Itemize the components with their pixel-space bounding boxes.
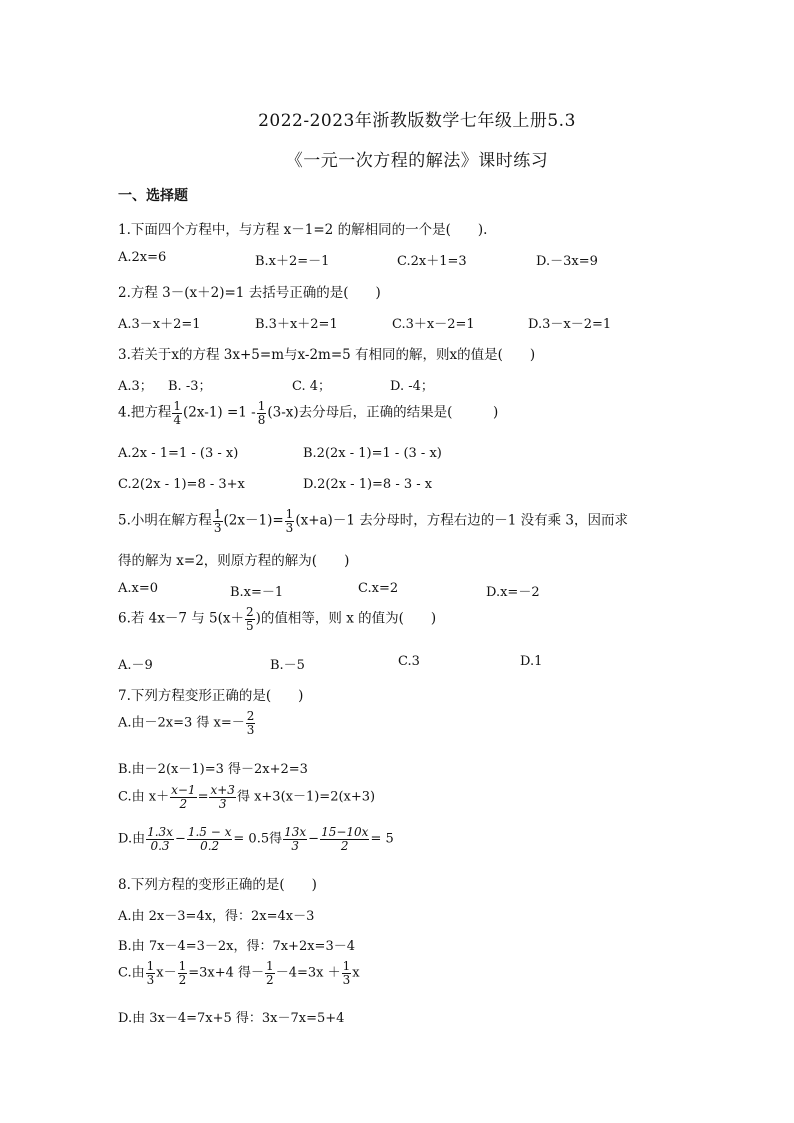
q4-option-b: B.2(2x - 1)=1 - (3 - x) xyxy=(303,446,442,461)
q7-c-post: 得 x+3(x－1)=2(x+3) xyxy=(236,789,376,805)
q8-c-f3-num: 1 xyxy=(266,959,274,973)
q4-stem xyxy=(118,400,498,426)
q4-stem-mid: (2x-1) =1 - xyxy=(183,404,256,421)
q5-option-c: C.x=2 xyxy=(358,581,399,596)
q7-c-f2-num: x+3 xyxy=(210,783,235,797)
q4-f1-num: 1 xyxy=(173,399,182,413)
q6-stem-post: )的值相等，则 x 的值为( ) xyxy=(255,610,437,627)
q5-fraction-2 xyxy=(285,508,295,534)
q3-option-b: B. -3； xyxy=(168,379,212,394)
q5-fraction-1 xyxy=(213,508,223,534)
q8-c-mid-3: －4=3x ＋ xyxy=(275,965,341,981)
q7-d-fraction-4 xyxy=(320,826,369,852)
q7-d-minus-1: − xyxy=(174,831,186,847)
q3-option-d: D. -4； xyxy=(390,379,434,394)
title-line-1: 2022-2023年浙教版数学七年级上册5.3 xyxy=(258,111,576,131)
q7-c-f1-num: x−1 xyxy=(171,783,196,797)
q8-option-a: A.由 2x－3=4x，得：2x=4x－3 xyxy=(118,909,315,924)
q6-option-a: A.－9 xyxy=(118,658,153,673)
q4-f2-num: 1 xyxy=(257,399,266,413)
q8-c-fraction-4 xyxy=(342,960,352,986)
q7-c-fraction-1 xyxy=(170,784,196,810)
q7-d-f4-den: 2 xyxy=(340,838,349,853)
q6-f-num: 2 xyxy=(246,605,254,619)
q7-c-f1-den: 2 xyxy=(179,796,188,811)
q4-f1-den: 4 xyxy=(173,412,182,427)
q5-stem xyxy=(118,508,628,534)
q5-stem-pre: 5.小明在解方程 xyxy=(118,512,212,529)
q4-option-a: A.2x - 1=1 - (3 - x) xyxy=(118,446,239,461)
q7-stem: 7.下列方程变形正确的是( ) xyxy=(118,688,304,704)
q8-c-mid-2: =3x+4 得－ xyxy=(188,965,265,981)
q4-f2-den: 8 xyxy=(257,412,266,427)
q6-option-c: C.3 xyxy=(398,654,420,669)
q5-stem-line2: 得的解为 x=2，则原方程的解为( ) xyxy=(118,553,350,569)
q5-f2-num: 1 xyxy=(285,507,294,521)
q1-option-d: D.－3x=9 xyxy=(536,254,598,269)
q5-stem-post: (x+a)－1 去分母时，方程右边的－1 没有乘 3，因而求 xyxy=(295,512,628,529)
q7-option-a xyxy=(118,710,256,736)
q5-stem-mid: (2x－1)= xyxy=(223,512,284,529)
q8-c-fraction-3 xyxy=(265,960,275,986)
q4-fraction-1 xyxy=(172,400,182,426)
q6-f-den: 5 xyxy=(246,618,254,633)
q7-c-f2-den: 3 xyxy=(218,796,227,811)
q7-option-c xyxy=(118,784,375,810)
q5-option-a: A.x=0 xyxy=(118,581,159,596)
q2-option-d: D.3－x－2=1 xyxy=(528,317,612,332)
q4-option-c: C.2(2x - 1)=8 - 3+x xyxy=(118,477,245,492)
q5-f1-num: 1 xyxy=(213,507,222,521)
q6-option-b: B.－5 xyxy=(270,658,305,673)
q4-stem-post: (3-x)去分母后，正确的结果是( ) xyxy=(267,404,499,421)
q6-option-d: D.1 xyxy=(520,654,543,669)
q6-stem xyxy=(118,606,436,632)
q7-c-pre: C.由 x＋ xyxy=(118,789,170,805)
q2-stem: 2.方程 3－(x＋2)=1 去括号正确的是( ) xyxy=(118,285,381,301)
q8-c-f2-num: 1 xyxy=(178,959,187,973)
q7-d-pre: D.由 xyxy=(118,831,146,847)
q7-d-f2-num: 1.5 − x xyxy=(187,825,232,839)
q7-a-f-den: 3 xyxy=(246,722,255,737)
q7-a-f-num: 2 xyxy=(246,709,255,723)
q7-option-d xyxy=(118,826,394,852)
q8-c-f4-den: 3 xyxy=(342,972,351,987)
q2-option-b: B.3＋x＋2=1 xyxy=(255,317,338,332)
q7-d-fraction-3 xyxy=(283,826,307,852)
q8-c-f1-num: 1 xyxy=(146,959,155,973)
q7-d-f3-num: 13x xyxy=(284,825,307,839)
q8-c-f3-den: 2 xyxy=(266,972,274,987)
q7-d-minus-2: − xyxy=(308,831,320,847)
q8-option-d: D.由 3x－4=7x+5 得：3x－7x=5+4 xyxy=(118,1011,345,1026)
q8-option-b: B.由 7x－4=3－2x，得：7x+2x=3－4 xyxy=(118,939,355,954)
q5-f2-den: 3 xyxy=(285,520,294,535)
q8-c-f1-den: 3 xyxy=(146,972,155,987)
q3-option-c: C. 4； xyxy=(292,379,332,394)
q8-stem: 8.下列方程的变形正确的是( ) xyxy=(118,877,317,893)
q6-fraction xyxy=(245,606,255,632)
q7-d-f3-den: 3 xyxy=(291,838,299,853)
q7-d-mid: = 0.5得 xyxy=(233,831,283,847)
q7-a-text: A.由－2x=3 得 x=－ xyxy=(118,715,245,731)
q5-option-b: B.x=－1 xyxy=(230,585,284,600)
q5-f1-den: 3 xyxy=(213,520,222,535)
q7-c-eq: = xyxy=(197,789,209,805)
q6-stem-pre: 6.若 4x－7 与 5(x＋ xyxy=(118,610,245,627)
q4-fraction-2 xyxy=(257,400,267,426)
q2-option-a: A.3－x＋2=1 xyxy=(118,317,201,332)
q1-option-b: B.x＋2=－1 xyxy=(255,254,330,269)
q8-c-fraction-1 xyxy=(146,960,156,986)
q8-c-post: x xyxy=(352,965,360,981)
q3-option-a: A.3； xyxy=(118,379,153,394)
q7-c-fraction-2 xyxy=(209,784,235,810)
q3-stem: 3.若关于x的方程 3x+5=m与x-2m=5 有相同的解，则x的值是( ) xyxy=(118,347,536,363)
q1-option-c: C.2x＋1=3 xyxy=(397,254,467,269)
section-heading: 一、选择题 xyxy=(118,188,188,204)
q1-option-a: A.2x=6 xyxy=(118,250,167,265)
q7-d-fraction-2 xyxy=(187,826,233,852)
q7-d-f1-num: 1.3x xyxy=(147,825,173,839)
q8-option-c xyxy=(118,960,360,986)
q8-c-pre: C.由 xyxy=(118,965,145,981)
q7-d-f2-den: 0.2 xyxy=(200,838,220,853)
q1-stem: 1.下面四个方程中，与方程 x－1=2 的解相同的一个是( ). xyxy=(118,222,488,238)
q7-a-fraction xyxy=(246,710,256,736)
q8-c-mid-1: x－ xyxy=(156,965,177,981)
q2-option-c: C.3＋x－2=1 xyxy=(392,317,475,332)
q4-stem-pre: 4.把方程 xyxy=(118,404,172,421)
q7-option-b: B.由－2(x－1)=3 得－2x+2=3 xyxy=(118,762,308,777)
title-line-2: 《一元一次方程的解法》课时练习 xyxy=(285,151,549,171)
q7-d-post: = 5 xyxy=(370,831,394,847)
q8-c-fraction-2 xyxy=(178,960,188,986)
q4-option-d: D.2(2x - 1)=8 - 3 - x xyxy=(303,477,433,492)
q7-d-fraction-1 xyxy=(146,826,174,852)
q5-option-d: D.x=－2 xyxy=(486,585,540,600)
q8-c-f4-num: 1 xyxy=(342,959,351,973)
q7-d-f4-num: 15−10x xyxy=(321,825,369,839)
q7-d-f1-den: 0.3 xyxy=(150,838,170,853)
q8-c-f2-den: 2 xyxy=(178,972,187,987)
